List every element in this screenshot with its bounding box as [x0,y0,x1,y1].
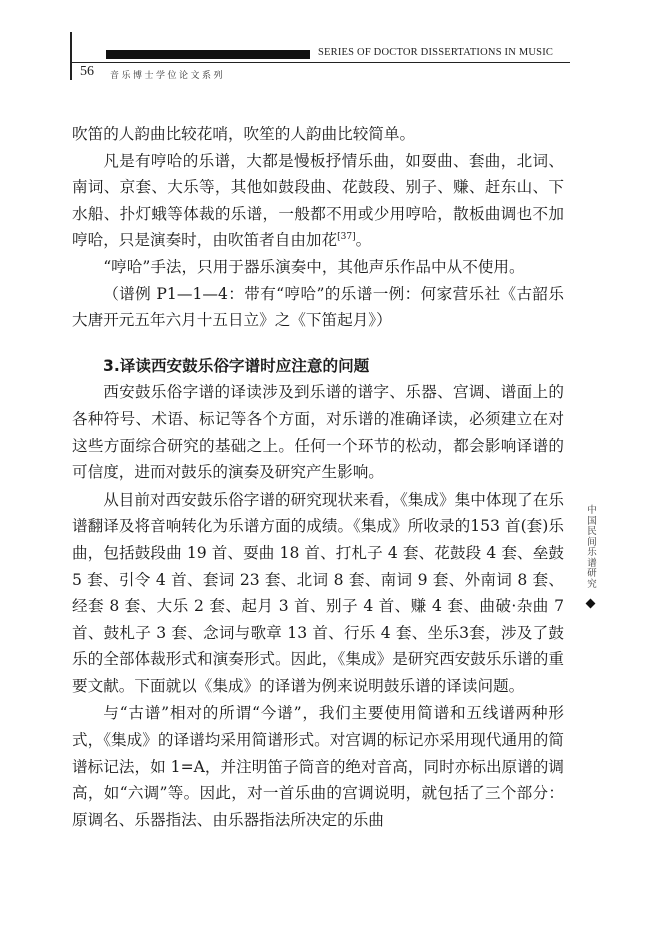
header-vertical-rule [70,32,72,80]
section-heading: 3.译读西安鼓乐俗字谱时应注意的问题 [103,356,370,375]
paragraph-2-end: 。 [355,231,372,250]
paragraph-3: “哼哈”手法，只用于器乐演奏中，其他声乐作品中从不使用。 [103,257,525,276]
paragraph-7: 与“古谱”相对的所谓“今谱”，我们主要使用简谱和五线谱两种形式，《集成》的译谱均采用简谱形式。对宫调的标记亦采用现代通用的简谱标记法，如 1=A，并注明笛子筒音的绝对音高，同时亦标出原谱的调高，如“六调”等。因此，对一首乐曲的宫调说明，就包括了三个部分：原调名、乐器指法、由乐器指法所决定的乐曲 [72,704,564,829]
diamond-icon [586,599,596,609]
paragraph-2-text: 凡是有哼哈的乐谱，大都是慢板抒情乐曲，如耍曲、套曲，北词、南词、京套、大乐等，其他如鼓段曲、花鼓段、别子、赚、赶东山、下水船、扑灯蛾等体裁的乐谱，一般都不用或少用哼哈，散板曲调也不加哼哈，只是演奏时，由吹笛者自由加花 [72,151,564,250]
footnote-reference: [37] [337,232,356,243]
header-black-bar [106,50,310,59]
paragraph-1: 吹笛的人韵曲比较花哨，吹笙的人韵曲比较简单。 [72,125,416,143]
series-title: SERIES OF DOCTOR DISSERTATIONS IN MUSIC [318,47,554,58]
paragraph-2 [72,148,564,254]
paragraph-5: 西安鼓乐俗字谱的译读涉及到乐谱的谱字、乐器、宫调、谱面上的各种符号、术语、标记等各个方面，对乐谱的准确译读，必须建立在对这些方面综合研究的基础之上。任何一个环节的松动，都会影响译谱的可信度，进而对鼓乐的演奏及研究产生影响。 [72,383,564,482]
paragraph-6: 从目前对西安鼓乐俗字谱的研究现状来看，《集成》集中体现了在乐谱翻译及将音响转化为乐谱方面的成绩。《集成》所收录的153 首(套)乐曲，包括鼓段曲 19 首、耍曲 18 首、打札子 4 套、花鼓段 4 套、垒鼓 5 套、引令 4 首、套词 23 套、北词 8 套、南词 9 套、外南词 8 套、经套 8 套、大乐 2 套、起月 3 首、别子 4 首、赚 4 套、曲破·杂曲 7 首、鼓札子 3 套、念词与歌章 13 首、行乐 4 套、坐乐3套，涉及了鼓乐的全部体裁形式和演奏形式。因此，《集成》是研究西安鼓乐乐谱的重要文献。下面就以《集成》的译谱为例来说明鼓乐谱的译读问题。 [72,490,564,695]
body-text [72,121,564,833]
header-horizontal-rule [70,62,570,63]
side-running-label: 中国民间乐谱研究 [587,505,597,590]
paragraph-4-example-note: （谱例 P1—1—4：带有“哼哈”的乐谱一例：何家营乐社《古韶乐 大唐开元五年六月十五日立》之《下笛起月》） [72,284,564,330]
page-number: 56 [80,64,94,79]
page-header [60,32,580,82]
series-title-chinese: 音乐博士学位论文系列 [110,71,226,81]
